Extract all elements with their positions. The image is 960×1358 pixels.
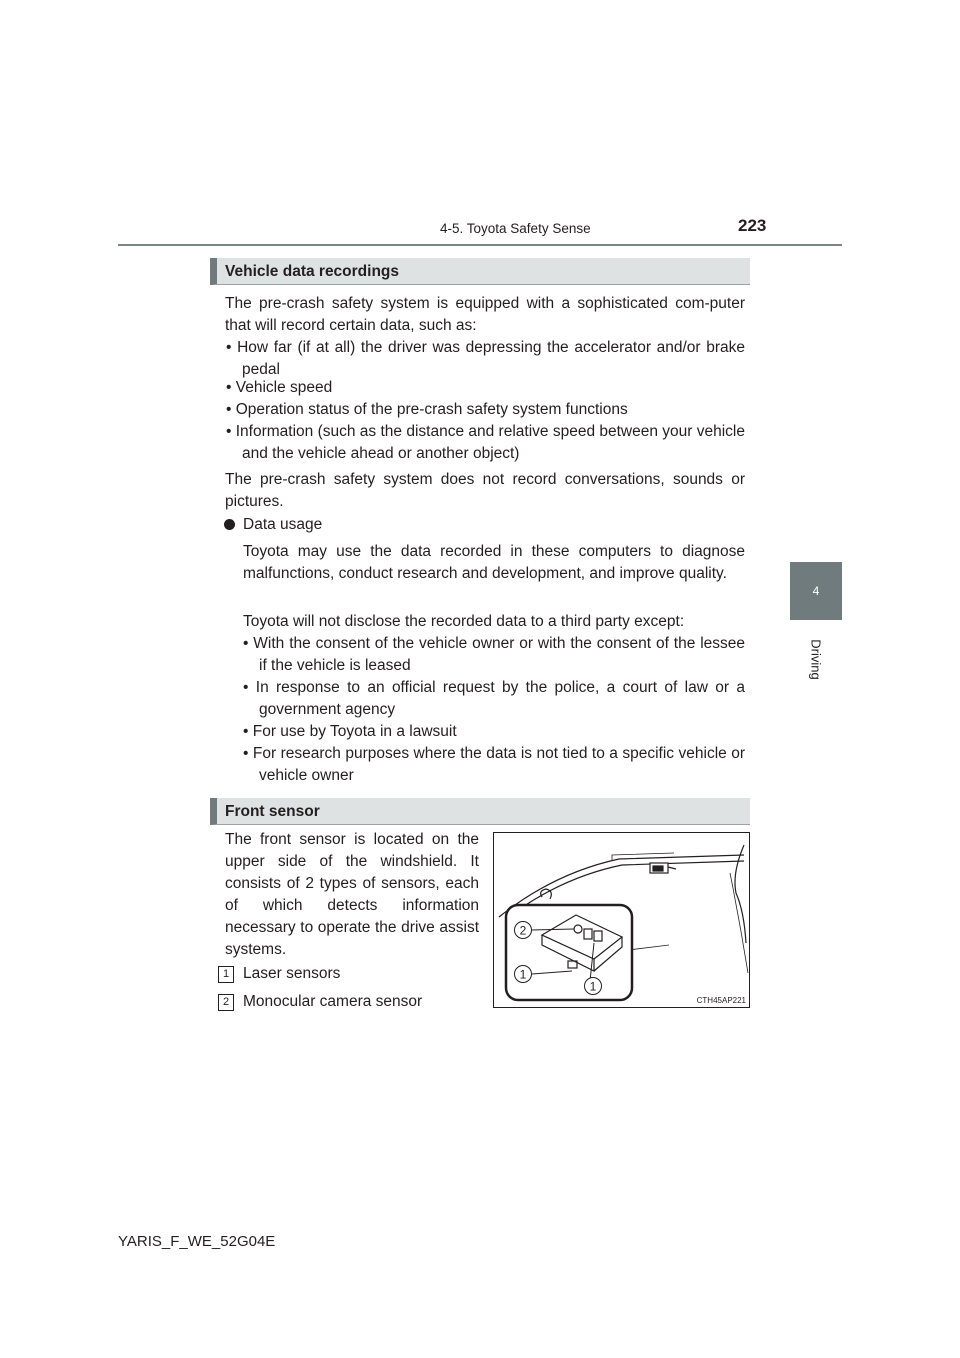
front-sensor-illustration — [493, 832, 750, 1008]
legend-item-label: Laser sensors — [243, 965, 341, 982]
figure-callout: 2 — [519, 923, 527, 938]
section-heading-front-sensor: Front sensor — [210, 798, 750, 825]
vehicle-data-note: The pre-crash safety system does not record conversations, sounds or pictures. — [225, 471, 745, 510]
page-number: 223 — [738, 216, 767, 235]
list-item: • For research purposes where the data is not tied to a specific vehicle or vehicle owner — [243, 745, 745, 784]
chapter-tab — [790, 562, 842, 620]
legend-item-label: Monocular camera sensor — [243, 993, 423, 1010]
chapter-label: Driving — [808, 639, 824, 680]
figure-callout: 1 — [589, 979, 597, 994]
list-item: • Operation status of the pre-crash safety system functions — [226, 401, 628, 418]
list-item: • With the consent of the vehicle owner or with the consent of the lessee if the vehicle is leased — [243, 635, 745, 674]
data-usage-label: Data usage — [243, 516, 323, 533]
front-sensor-text: The front sensor is located on the upper side of the windshield. It consists of 2 types of sensors, each of which detects information necessary to operate the drive assist systems. — [225, 831, 479, 958]
list-item: • How far (if at all) the driver was depressing the accelerator and/or brake pedal — [226, 339, 745, 378]
figure-code: CTH45AP221 — [696, 996, 746, 1005]
windshield-sensor-drawing — [494, 833, 749, 1007]
list-item: • For use by Toyota in a lawsuit — [243, 723, 457, 740]
list-item: • In response to an official request by the police, a court of law or a government agency — [243, 679, 745, 718]
header-rule — [118, 244, 842, 246]
data-usage-text: Toyota may use the data recorded in these computers to diagnose malfunctions, conduct research and development, and improve quality. — [243, 543, 745, 582]
list-item: • Vehicle speed — [226, 379, 333, 396]
chapter-number: 4 — [812, 584, 820, 598]
bullet-circle-icon — [224, 519, 235, 530]
callout-number: 1 — [218, 966, 234, 983]
figure-callout: 1 — [519, 967, 527, 982]
callout-number: 2 — [218, 994, 234, 1011]
vehicle-data-intro: The pre-crash safety system is equipped with a sophisticated com-puter that will record certain data, such as: — [225, 295, 745, 334]
header-section-title: 4-5. Toyota Safety Sense — [440, 221, 591, 236]
list-item: • Information (such as the distance and relative speed between your vehicle and the vehicle ahead or another object) — [226, 423, 745, 462]
section-heading-vehicle-data: Vehicle data recordings — [210, 258, 750, 285]
disclosure-intro: Toyota will not disclose the recorded data to a third party except: — [243, 613, 685, 630]
data-usage-subheading — [224, 514, 322, 536]
document-code: YARIS_F_WE_52G04E — [118, 1233, 276, 1250]
